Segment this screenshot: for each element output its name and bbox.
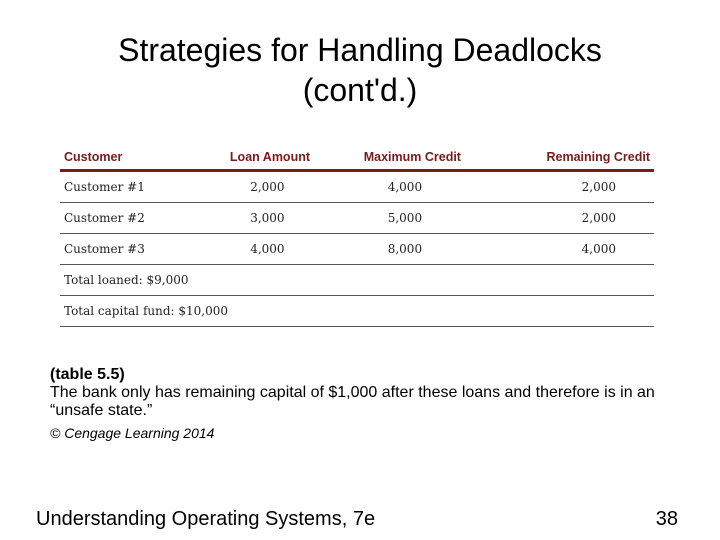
footer-page-number: 38 [655, 508, 678, 530]
column-header-maximum-credit: Maximum Credit [330, 145, 495, 171]
caption-body: The bank only has remaining capital of $1,000 after these loans and therefore is in an “unsafe state.” [50, 384, 655, 419]
column-header-remaining-credit: Remaining Credit [495, 145, 654, 171]
column-header-loan-amount: Loan Amount [210, 145, 330, 171]
slide-title-line-1: Strategies for Handling Deadlocks [118, 32, 602, 68]
cell-remaining-credit: 4,000 [495, 234, 654, 265]
cell-maximum-credit: 4,000 [330, 171, 495, 203]
total-capital-fund: Total capital fund: $10,000 [60, 296, 654, 327]
column-header-customer: Customer [60, 145, 210, 171]
cell-loan-amount: 3,000 [210, 203, 330, 234]
cell-maximum-credit: 8,000 [330, 234, 495, 265]
footer-book-title: Understanding Operating Systems, 7e [36, 508, 376, 530]
cell-customer: Customer #1 [60, 171, 210, 203]
table-total-row [60, 265, 654, 296]
caption-label: (table 5.5) [50, 366, 125, 383]
table-header-row [60, 145, 654, 171]
cell-remaining-credit: 2,000 [495, 171, 654, 203]
cell-remaining-credit: 2,000 [495, 203, 654, 234]
table-row [60, 171, 654, 203]
cell-maximum-credit: 5,000 [330, 203, 495, 234]
table-row [60, 234, 654, 265]
cell-customer: Customer #2 [60, 203, 210, 234]
cell-customer: Customer #3 [60, 234, 210, 265]
cell-loan-amount: 4,000 [210, 234, 330, 265]
loan-table [60, 145, 654, 327]
table-total-row [60, 296, 654, 327]
slide-title [40, 30, 680, 110]
copyright-notice: © Cengage Learning 2014 [50, 425, 215, 441]
cell-loan-amount: 2,000 [210, 171, 330, 203]
table-caption [50, 366, 680, 442]
total-loaned: Total loaned: $9,000 [60, 265, 654, 296]
slide-title-line-2: (cont'd.) [302, 72, 418, 108]
table-row [60, 203, 654, 234]
